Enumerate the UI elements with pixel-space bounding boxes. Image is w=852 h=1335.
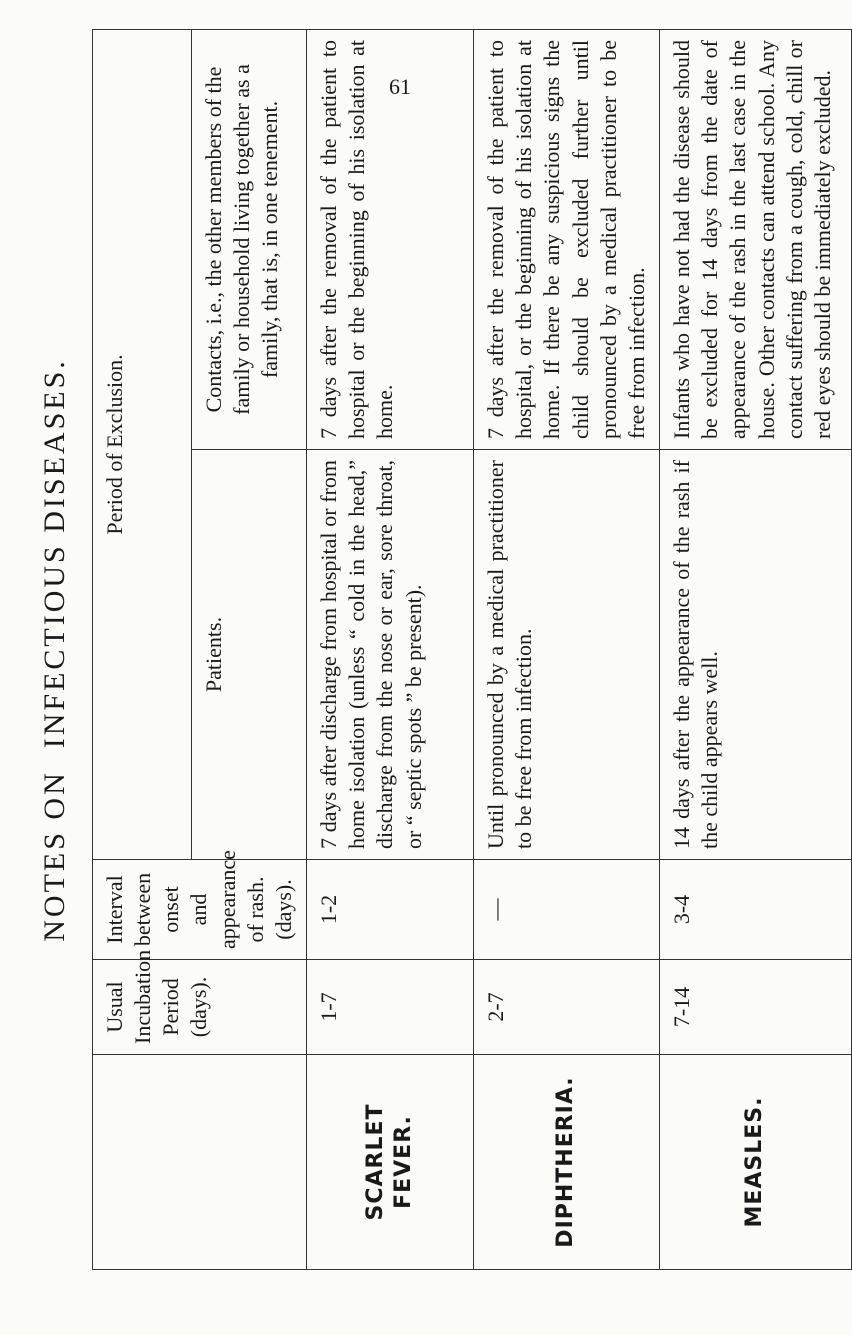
interval-cell: 3-4 — [660, 860, 852, 960]
patients-column-header: Patients. — [191, 450, 306, 860]
contacts-column-header: Contacts, i.e., the other members of the family or household living together as a family, that is, in one tenement. — [191, 29, 306, 449]
interval-column-header: Interval between onset and appearance of rash. (days). — [93, 860, 307, 960]
disease-name: DIPHTHERIA. — [474, 1055, 660, 1270]
contacts-cell: Infants who have not had the disease should be excluded for 14 days from the date of appearance of the rash in the last case in the house. Other contacts can attend school. Any contact suffering from a cough, cold, chill or red eyes should be immediately excluded. — [660, 29, 852, 449]
table-row — [660, 29, 852, 1269]
incubation-cell: 2-7 — [474, 960, 660, 1055]
contacts-cell: 7 days after the removal of the patient to hospital, or the beginning of his isolation at home. If there be any suspicious signs the child should be excluded further until pronounced by a medical practitioner to be free from infection. — [474, 29, 660, 449]
incubation-column-header: Usual Incubation Period (days). — [93, 960, 307, 1055]
disease-name: SCARLET FEVER. — [307, 1055, 474, 1270]
running-head-lead: NOTES ON — [38, 770, 71, 942]
page-number: 61 — [389, 74, 411, 99]
exclusion-column-header: Period of Exclusion. — [93, 29, 192, 859]
table-row — [474, 29, 660, 1269]
table-header-row — [93, 29, 192, 1269]
patients-cell: 7 days after discharge from hospital or from home isolation (unless “ cold in the head,” discharge from the nose or ear, sore throat, or “ septic spots ” be present). — [307, 450, 474, 860]
interval-cell: — — [474, 860, 660, 960]
rotated-page-content — [30, 30, 835, 1270]
incubation-cell: 7-14 — [660, 960, 852, 1055]
disease-name: MEASLES. — [660, 1055, 852, 1270]
exclusion-table — [92, 29, 852, 1270]
interval-cell: 1-2 — [307, 860, 474, 960]
incubation-cell: 1-7 — [307, 960, 474, 1055]
contacts-cell: 7 days after the removal of the patient to hospital or the beginning of his isolation at home. — [307, 29, 474, 449]
running-head-title: INFECTIOUS DISEASES. — [38, 358, 71, 749]
table-row — [307, 29, 474, 1269]
disease-column-header — [93, 1055, 307, 1270]
running-head — [30, 30, 80, 1270]
patients-cell: 14 days after the appearance of the rash if the child appears well. — [660, 450, 852, 860]
patients-cell: Until pronounced by a medical practitioner to be free from infection. — [474, 450, 660, 860]
